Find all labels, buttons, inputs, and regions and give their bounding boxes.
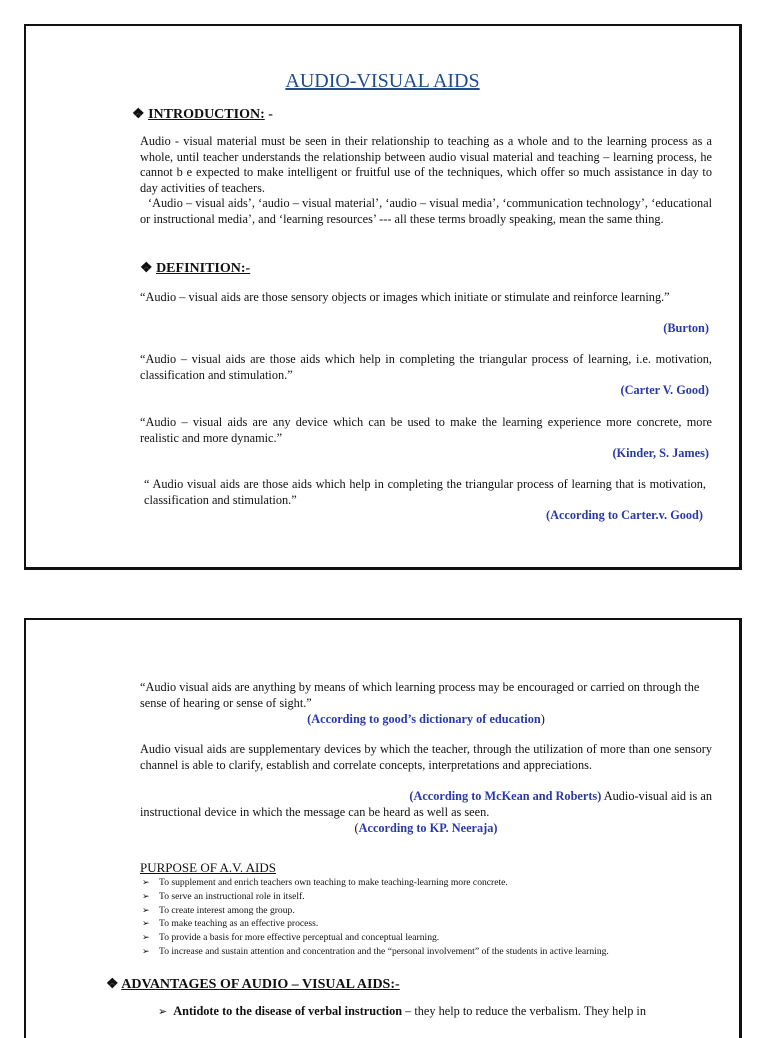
page2-citation-3: (According to KP. Neeraja) (354, 821, 498, 835)
list-item: ➢ To increase and sustain attention and concentration and the “personal involvement” of the students in active learning. (142, 945, 609, 957)
diamond-bullet-icon: ❖ (140, 261, 153, 276)
document-page-2 (24, 618, 742, 1038)
page2-citation-2: (According to McKean and Roberts) (409, 789, 602, 803)
list-item: ➢ To provide a basis for more effective perceptual and conceptual learning. (142, 932, 440, 944)
arrow-bullet-icon: ➢ (142, 918, 150, 929)
definition-quote-3: “Audio – visual aids are any device which can be used to make the learning experience more concrete, more realistic and more dynamic.” (140, 415, 712, 445)
list-item: ➢ To create interest among the group. (142, 904, 295, 916)
page2-paragraph-2: Audio visual aids are supplementary devices by which the teacher, through the utilization of more than one sensory channel is able to clarify, establish and correlate concepts, interpretations and appreciations. (140, 742, 712, 772)
advantages-heading: ❖ ADVANTAGES OF AUDIO – VISUAL AIDS:- (106, 977, 400, 992)
definition-citation-1: (Burton) (663, 321, 709, 335)
definition-citation-3: (Kinder, S. James) (612, 446, 709, 460)
document-title: AUDIO-VISUAL AIDS (285, 70, 480, 92)
arrow-bullet-icon: ➢ (142, 945, 150, 956)
introduction-paragraph-2: ‘Audio – visual aids’, ‘audio – visual material’, ‘audio – visual media’, ‘communication technology’, ‘educational or instructional media’, and ‘learning resources’ --- all these terms broadly speaking, mean the same thing. (140, 196, 712, 226)
definition-heading: ❖ DEFINITION:- (140, 261, 251, 276)
diamond-bullet-icon: ❖ (106, 977, 119, 992)
definition-quote-1: “Audio – visual aids are those sensory objects or images which initiate or stimulate and reinforce learning.” (140, 290, 670, 304)
arrow-bullet-icon: ➢ (142, 904, 150, 915)
purpose-heading: PURPOSE OF A.V. AIDS (140, 860, 276, 875)
purpose-list (140, 876, 609, 959)
arrow-bullet-icon: ➢ (142, 932, 150, 943)
list-item: ➢ To serve an instructional role in itself. (142, 890, 305, 902)
list-item: ➢ To make teaching as an effective process. (142, 918, 319, 930)
introduction-heading: ❖ INTRODUCTION: - (132, 107, 273, 122)
arrow-bullet-icon: ➢ (158, 1006, 168, 1018)
definition-citation-2: (Carter V. Good) (620, 383, 709, 397)
list-item: ➢ To supplement and enrich teachers own teaching to make teaching-learning more concrete. (142, 877, 508, 888)
definition-quote-2: “Audio – visual aids are those aids which help in completing the triangular process of learning, i.e. motivation, classification and stimulation.” (140, 352, 712, 382)
definition-quote-4: “ Audio visual aids are those aids which help in completing the triangular process of learning that is motivation, classification and stimulation.” (144, 477, 706, 507)
diamond-bullet-icon: ❖ (132, 107, 145, 122)
definition-citation-4: (According to Carter.v. Good) (546, 508, 703, 522)
arrow-bullet-icon: ➢ (142, 890, 150, 901)
page2-citation-1: (According to good’s dictionary of education) (307, 712, 545, 726)
document-page-1 (24, 24, 742, 570)
page2-paragraph-3: instructional device in which the message can be heard as well as seen. (140, 805, 490, 819)
page2-quote-1: “Audio visual aids are anything by means of which learning process may be encouraged or carried on through the sense of hearing or sense of sight.” (140, 680, 700, 710)
advantages-item-1: ➢ Antidote to the disease of verbal instruction – they help to reduce the verbalism. They help in (158, 1004, 646, 1018)
page2-citation-2-line: (According to McKean and Roberts) Audio-visual aid is an (409, 789, 712, 803)
introduction-paragraph-1: Audio - visual material must be seen in their relationship to teaching as a whole and to the learning process as a whole, until teacher understands the relationship between audio visual material and teaching – learning process, he cannot b e expected to make intelligent or fruitful use of the techniques, which offer so much assistance in day to day activities of teachers. (140, 134, 712, 195)
arrow-bullet-icon: ➢ (142, 877, 150, 887)
